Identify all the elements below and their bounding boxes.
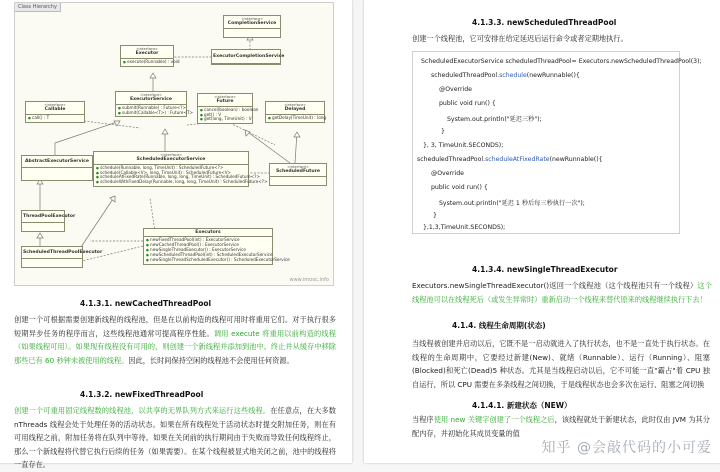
right-page <box>364 0 720 463</box>
heading-single-thread-executor: 4.1.3.4. newSingleThreadExecutor <box>472 265 618 274</box>
code-line: System.out.println("延迟 1 秒后每三秒执行一次"); <box>439 200 585 207</box>
class-scheduled-thread-pool-executor: ScheduledThreadPoolExecutor <box>21 246 83 268</box>
code-line: },1,3,TimeUnit.SECONDS); <box>423 224 506 231</box>
class-delayed: «interface» Delayed ● getDelay(TimeUnit) : long <box>265 101 325 123</box>
heading-fixed-thread-pool: 4.1.3.2. newFixedThreadPool <box>80 390 204 399</box>
diagram-tag: Class Hierarchy <box>15 3 61 12</box>
code-line: scheduledThreadPool.scheduleAtFixedRate(newRunnable(){ <box>417 156 603 163</box>
paragraph-fixed-thread-pool: 创建一个可重用固定线程数的线程池，以共享的无界队列方式来运行这些线程。在任意点，在大多数 nThreads 线程会处于处理任务的活动状态。如果在所有线程处于活动状态时提交附加任务，则在有可用线程之前，附加任务将在队列中等待。如果在关闭前的执行期间由于失败而导致任何线程终止，那么一个新线程将代替它执行后续的任务（如果需要）。在某个线程被显式地关闭之前，池中的线程将一直存在。 <box>14 406 336 470</box>
heading-thread-lifecycle: 4.1.4. 线程生命周期(状态) <box>452 321 546 330</box>
class-scheduled-future: «interface» ScheduledFuture <box>269 163 327 186</box>
code-line: scheduledThreadPool.schedule(newRunnable(){ <box>431 72 580 79</box>
class-executor-completion-service: ExecutorCompletionService <box>211 49 281 65</box>
class-future: «interface» Future ● cancel(boolean) : boolean ● get() : V ● get(long, TimeUnit) : V <box>197 93 253 124</box>
heading-scheduled-thread-pool: 4.1.3.3. newScheduledThreadPool <box>472 18 617 27</box>
paragraph-new-state: 当程序使用 new 关键字创建了一个线程之后，该线程就处于新建状态，此时仅由 JVM 为其分配内存，并初始化其成员变量的值 <box>412 415 710 438</box>
paragraph-thread-lifecycle: 当线程被创建并启动以后，它既不是一启动就进入了执行状态，也不是一直处于执行状态。在线程的生命周期中，它要经过新建(New)、就绪（Runnable）、运行（Running）、阻塞(Blocked)和死亡(Dead)5 种状态。尤其是当线程启动以后，它不可能一直"霸占"着 CPU 独自运行，所以 CPU 需要在多条线程之间切换，于是线程状态也会多次在运行、阻塞之间切换 <box>412 339 710 389</box>
heading-cached-thread-pool: 4.1.3.1. newCachedThreadPool <box>80 299 212 308</box>
code-block <box>412 51 702 234</box>
code-line: } <box>433 212 437 219</box>
class-abstract-executor-service: AbstractExecutorService <box>21 155 93 181</box>
code-line: System.out.println("延迟三秒"); <box>447 116 542 123</box>
zhihu-watermark: 知乎 @会敲代码的小可爱 <box>541 440 712 456</box>
code-line: }, 3, TimeUnit.SECONDS); <box>423 142 504 149</box>
class-scheduled-executor-service: «interface» ScheduledExecutorService ● schedule(Runnable, long, TimeUnit) : ScheduledFuture<?> ● schedule(Callable<V>, long, TimeUnit) : ScheduledFuture<V> ● scheduleAtFixedRate(Runnable, long, long, TimeUnit) : ScheduledFuture<?> ● scheduleWithFixedDelay(Runnable, long, long, TimeUnit) : ScheduledFuture<?> <box>93 151 249 187</box>
code-line: ScheduledExecutorService scheduledThreadPool= Executors.newScheduledThreadPool(3); <box>421 58 702 65</box>
paragraph-single-thread-executor: Executors.newSingleThreadExecutor()返回一个线程池（这个线程池只有一个线程）这个线程池可以在线程死后（或发生异常时）重新启动一个线程来替代原来的线程继续执行下去！ <box>412 281 712 304</box>
code-line: public void run() { <box>439 100 496 107</box>
code-line: @Override <box>439 86 472 93</box>
class-callable: «interface» Callable ● call() : T <box>25 101 85 123</box>
class-thread-pool-executor: ThreadPoolExecutor <box>21 210 65 232</box>
heading-new-state: 4.1.4.1. 新建状态（NEW） <box>472 401 572 410</box>
code-line: } <box>441 128 445 135</box>
code-line: public void run() { <box>431 184 488 191</box>
class-executors: Executors ● newFixedThreadPool(int) : ExecutorService ● newCachedThreadPool() : ExecutorService ● newSingleThreadExecutor() : ExecutorService ● newScheduledThreadPool(int) : ScheduledExecutorService ● newSingleThreadScheduledExecutor() : ScheduledExecutorService <box>143 228 273 265</box>
left-page <box>0 0 352 470</box>
code-line: @Override <box>431 170 464 177</box>
class-executor: «interface» Executor ● execute(Runnable) : void <box>120 45 174 67</box>
diagram-watermark: www.imooc.info <box>289 277 329 283</box>
paragraph-scheduled-intro: 创建一个线程池，它可安排在给定延迟后运行命令或者定期地执行。 <box>412 34 628 43</box>
class-executor-service: «interface» ExecutorService ● submit(Runnable) : Future<?> ● submit(Callable<T>) : Future<T> <box>115 91 187 117</box>
class-completion-service: «interface» CompletionService <box>223 15 281 38</box>
paragraph-cached-thread-pool: 创建一个可根据需要创建新线程的线程池，但是在以前构造的线程可用时将重用它们。对于执行很多短期异步任务的程序而言，这些线程池通常可提高程序性能。调用 execute 将重用以前构造的线程（如果线程可用）。如果现有线程没有可用的，则创建一个新线程并添加到池中。终止并从缓存中移除那些已有 60 秒钟未被使用的线程。因此，长时间保持空闲的线程池不会使用任何资源。 <box>14 315 336 365</box>
class-hierarchy-diagram <box>14 2 334 286</box>
